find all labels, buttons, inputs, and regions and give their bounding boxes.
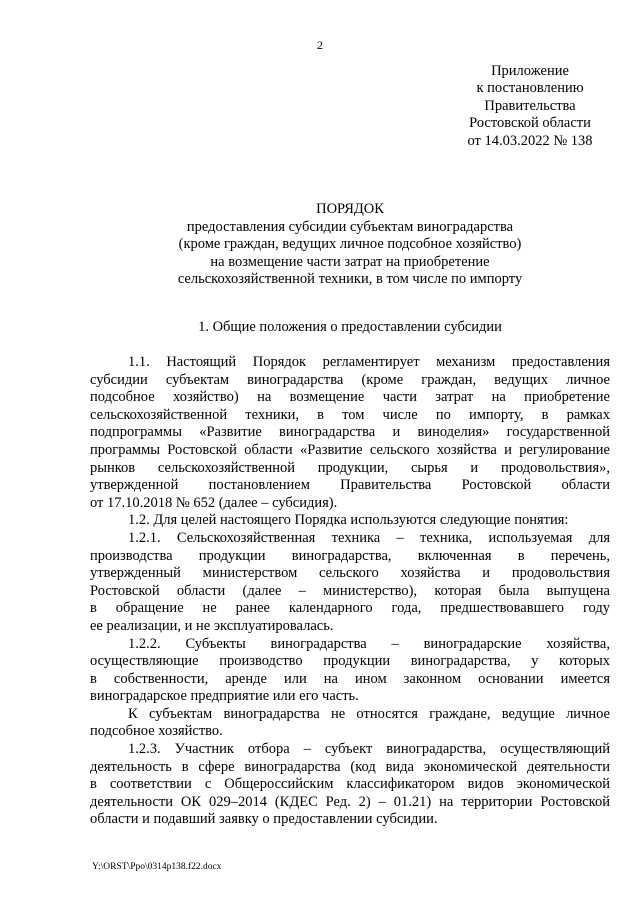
paragraph-line: от 17.10.2018 № 652 (далее – субсидия).	[90, 494, 338, 511]
paragraph	[90, 354, 610, 512]
paragraph-line: подсобное хозяйство) на возмещение части затрат на приобретение	[90, 389, 610, 406]
paragraph-line: в собственности, аренде или на ином законном основании имеется	[90, 670, 610, 687]
paragraph-line: производства продукции виноградарства, включенная в перечень,	[90, 547, 610, 564]
paragraph-line: 1.2.1. Сельскохозяйственная техника – техника, используемая для	[128, 529, 610, 546]
appendix-line: Приложение	[491, 63, 569, 79]
paragraph-line: 1.2. Для целей настоящего Порядка используются следующие понятия:	[128, 512, 569, 529]
document-subtitle-line: (кроме граждан, ведущих личное подсобное хозяйство)	[178, 236, 522, 253]
paragraph-line: осуществляющие производство продукции виноградарства, у которых	[90, 653, 610, 670]
paragraph	[90, 512, 610, 530]
paragraph-line: 1.2.2. Субъекты виноградарства – виноградарские хозяйства,	[128, 635, 610, 652]
document-title: ПОРЯДОК	[316, 201, 384, 217]
appendix-line: Ростовской области	[469, 115, 591, 132]
paragraph-line: субсидии субъектам виноградарства (кроме граждан, ведущих личное	[90, 371, 610, 388]
appendix-line: к постановлению	[476, 80, 584, 97]
section-heading: 1. Общие положения о предоставлении субсидии	[198, 319, 502, 335]
paragraph	[90, 636, 610, 706]
paragraph-line: утвержденный министерством сельского хозяйства и продовольствия	[90, 565, 610, 582]
footer-file-path: Y:\ORST\Ppo\0314p138.f22.docx	[92, 862, 222, 872]
paragraph-line: подпрограммы «Развитие виноградарства и виноделия» государственной	[90, 424, 610, 441]
paragraph-line: программы Ростовской области «Развитие сельского хозяйства и регулирование	[90, 441, 610, 458]
appendix-line: от 14.03.2022 № 138	[467, 132, 593, 149]
paragraph-line: ее реализации, и не эксплуатировалась.	[90, 617, 334, 634]
paragraph-line: деятельности ОК 029–2014 (КДЕС Ред. 2) – 01.21) на территории Ростовской	[90, 793, 610, 810]
paragraph-line: К субъектам виноградарства не относятся граждане, ведущие личное	[128, 705, 610, 722]
paragraph-line: 1.1. Настоящий Порядок регламентирует механизм предоставления	[128, 354, 610, 370]
paragraph-line: в соответствии с Общероссийским классификатором видов экономической	[90, 776, 610, 793]
body-text	[90, 354, 610, 829]
appendix-line: Правительства	[484, 97, 576, 114]
paragraph-line: сельскохозяйственной техники, в том числе по импорту, в рамках	[90, 406, 610, 423]
paragraph-line: Ростовской области (далее – министерство), которая была выпущена	[90, 582, 610, 599]
document-title-block	[80, 201, 620, 289]
document-subtitle-line: предоставления субсидии субъектам виноградарства	[186, 218, 514, 235]
page-number: 2	[317, 38, 323, 52]
appendix-block	[440, 63, 620, 150]
paragraph-line: области и подавший заявку о предоставлении субсидии.	[90, 811, 438, 828]
paragraph-line: 1.2.3. Участник отбора – субъект виноградарства, осуществляющий	[128, 741, 610, 758]
paragraph-line: деятельность в сфере виноградарства (код вида экономической деятельности	[90, 758, 610, 775]
paragraph-line: в обращение не ранее календарного года, предшествовавшего году	[90, 600, 610, 617]
paragraph	[90, 706, 610, 741]
paragraph-line: рынков сельскохозяйственной продукции, сырья и продовольствия»,	[90, 459, 610, 476]
paragraph-line: виноградарское предприятие или его часть.	[90, 688, 359, 705]
paragraph-line: подсобное хозяйство.	[90, 723, 223, 740]
document-subtitle-line: на возмещение части затрат на приобретение	[210, 253, 490, 270]
paragraph	[90, 530, 610, 636]
paragraph	[90, 741, 610, 829]
paragraph-line: утвержденной постановлением Правительства Ростовской области	[90, 477, 610, 494]
document-subtitle-line: сельскохозяйственной техники, в том числе по импорту	[177, 271, 523, 288]
